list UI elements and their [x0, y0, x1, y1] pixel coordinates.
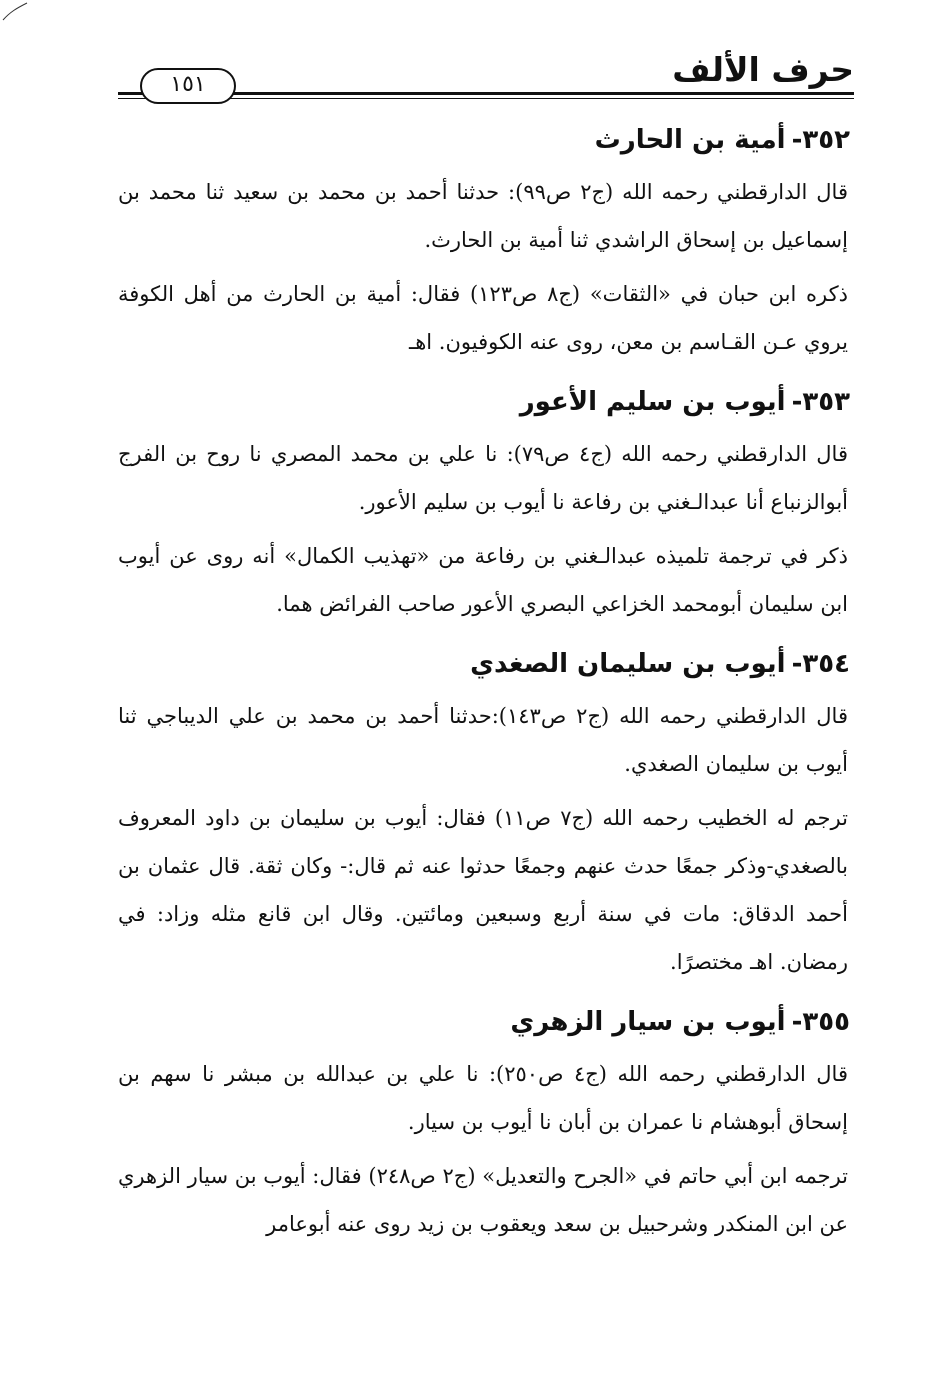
corner-scan-mark — [2, 2, 28, 22]
entry-number: ٣٥٤- — [791, 649, 850, 679]
entry-name: أيوب بن سليمان الصغدي — [470, 649, 786, 679]
entry-paragraph: ذكره ابن حبان في «الثقات» (ج٨ ص١٢٣) فقال: أمية بن الحارث من أهل الكوفة يروي عـن القـاسم بن معن، روى عنه الكوفيون. اهـ — [118, 282, 848, 354]
page-body — [118, 118, 854, 1262]
entry — [118, 1000, 854, 1248]
entry-heading — [118, 118, 854, 162]
entry-paragraph: قال الدارقطني رحمه الله (ج٢ ص٩٩): حدثنا أحمد بن محمد بن سعيد ثنا محمد بن إسماعيل بن إسحاق الراشدي ثنا أمية بن الحارث. — [118, 180, 848, 252]
entry-number: ٣٥٥- — [791, 1007, 850, 1037]
entry-paragraph: قال الدارقطني رحمه الله (ج٤ ص٧٩): نا علي بن محمد المصري نا روح بن الفرج أبوالزنباع أنا عبدالـغني بن رفاعة نا أيوب بن سليم الأعور. — [118, 442, 848, 514]
entry-name: أمية بن الحارث — [594, 125, 786, 155]
entry-heading — [118, 380, 854, 424]
entry-name: أيوب بن سيار الزهري — [510, 1007, 786, 1037]
entry-paragraph: ذكر في ترجمة تلميذه عبدالـغني بن رفاعة من «تهذيب الكمال» أنه روى عن أيوب ابن سليمان أبومحمد الخزاعي البصري الأعور صاحب الفرائض هما. — [118, 544, 848, 616]
entry-name: أيوب بن سليم الأعور — [519, 387, 786, 417]
entry-number: ٣٥٣- — [791, 387, 850, 417]
entry-paragraph: ترجم له الخطيب رحمه الله (ج٧ ص١١) فقال: أيوب بن سليمان بن داود المعروف بالصغدي-وذكر جمعًا حدث عنهم وجمعًا حدثوا عنه ثم قال:- وكان ثقة. قال عثمان بن أحمد الدقاق: مات في سنة أربع وسبعين ومائتين. وقال ابن قانع مثله وزاد: في رمضان. اهـ مختصرًا. — [118, 806, 848, 974]
entry — [118, 380, 854, 628]
page-header — [118, 48, 854, 104]
entry-heading — [118, 1000, 854, 1044]
entry-paragraph: قال الدارقطني رحمه الله (ج٤ ص٢٥٠): نا علي بن عبدالله بن مبشر نا سهم بن إسحاق أبوهشام نا عمران بن أبان نا أيوب بن سيار. — [118, 1062, 848, 1134]
entry-paragraph: ترجمه ابن أبي حاتم في «الجرح والتعديل» (ج٢ ص٢٤٨) فقال: أيوب بن سيار الزهري عن ابن المنكدر وشرحبيل بن سعد ويعقوب بن زيد روى عنه أبوعامر — [118, 1164, 849, 1236]
page-number: ١٥١ — [140, 68, 236, 104]
entry — [118, 118, 854, 366]
entry — [118, 642, 854, 986]
entry-paragraph: قال الدارقطني رحمه الله (ج٢ ص١٤٣):حدثنا أحمد بن محمد بن علي الديباجي ثنا أيوب بن سليمان الصغدي. — [118, 704, 848, 776]
entry-heading — [118, 642, 854, 686]
entry-number: ٣٥٢- — [791, 125, 850, 155]
chapter-title: حرف الألف — [672, 50, 854, 89]
